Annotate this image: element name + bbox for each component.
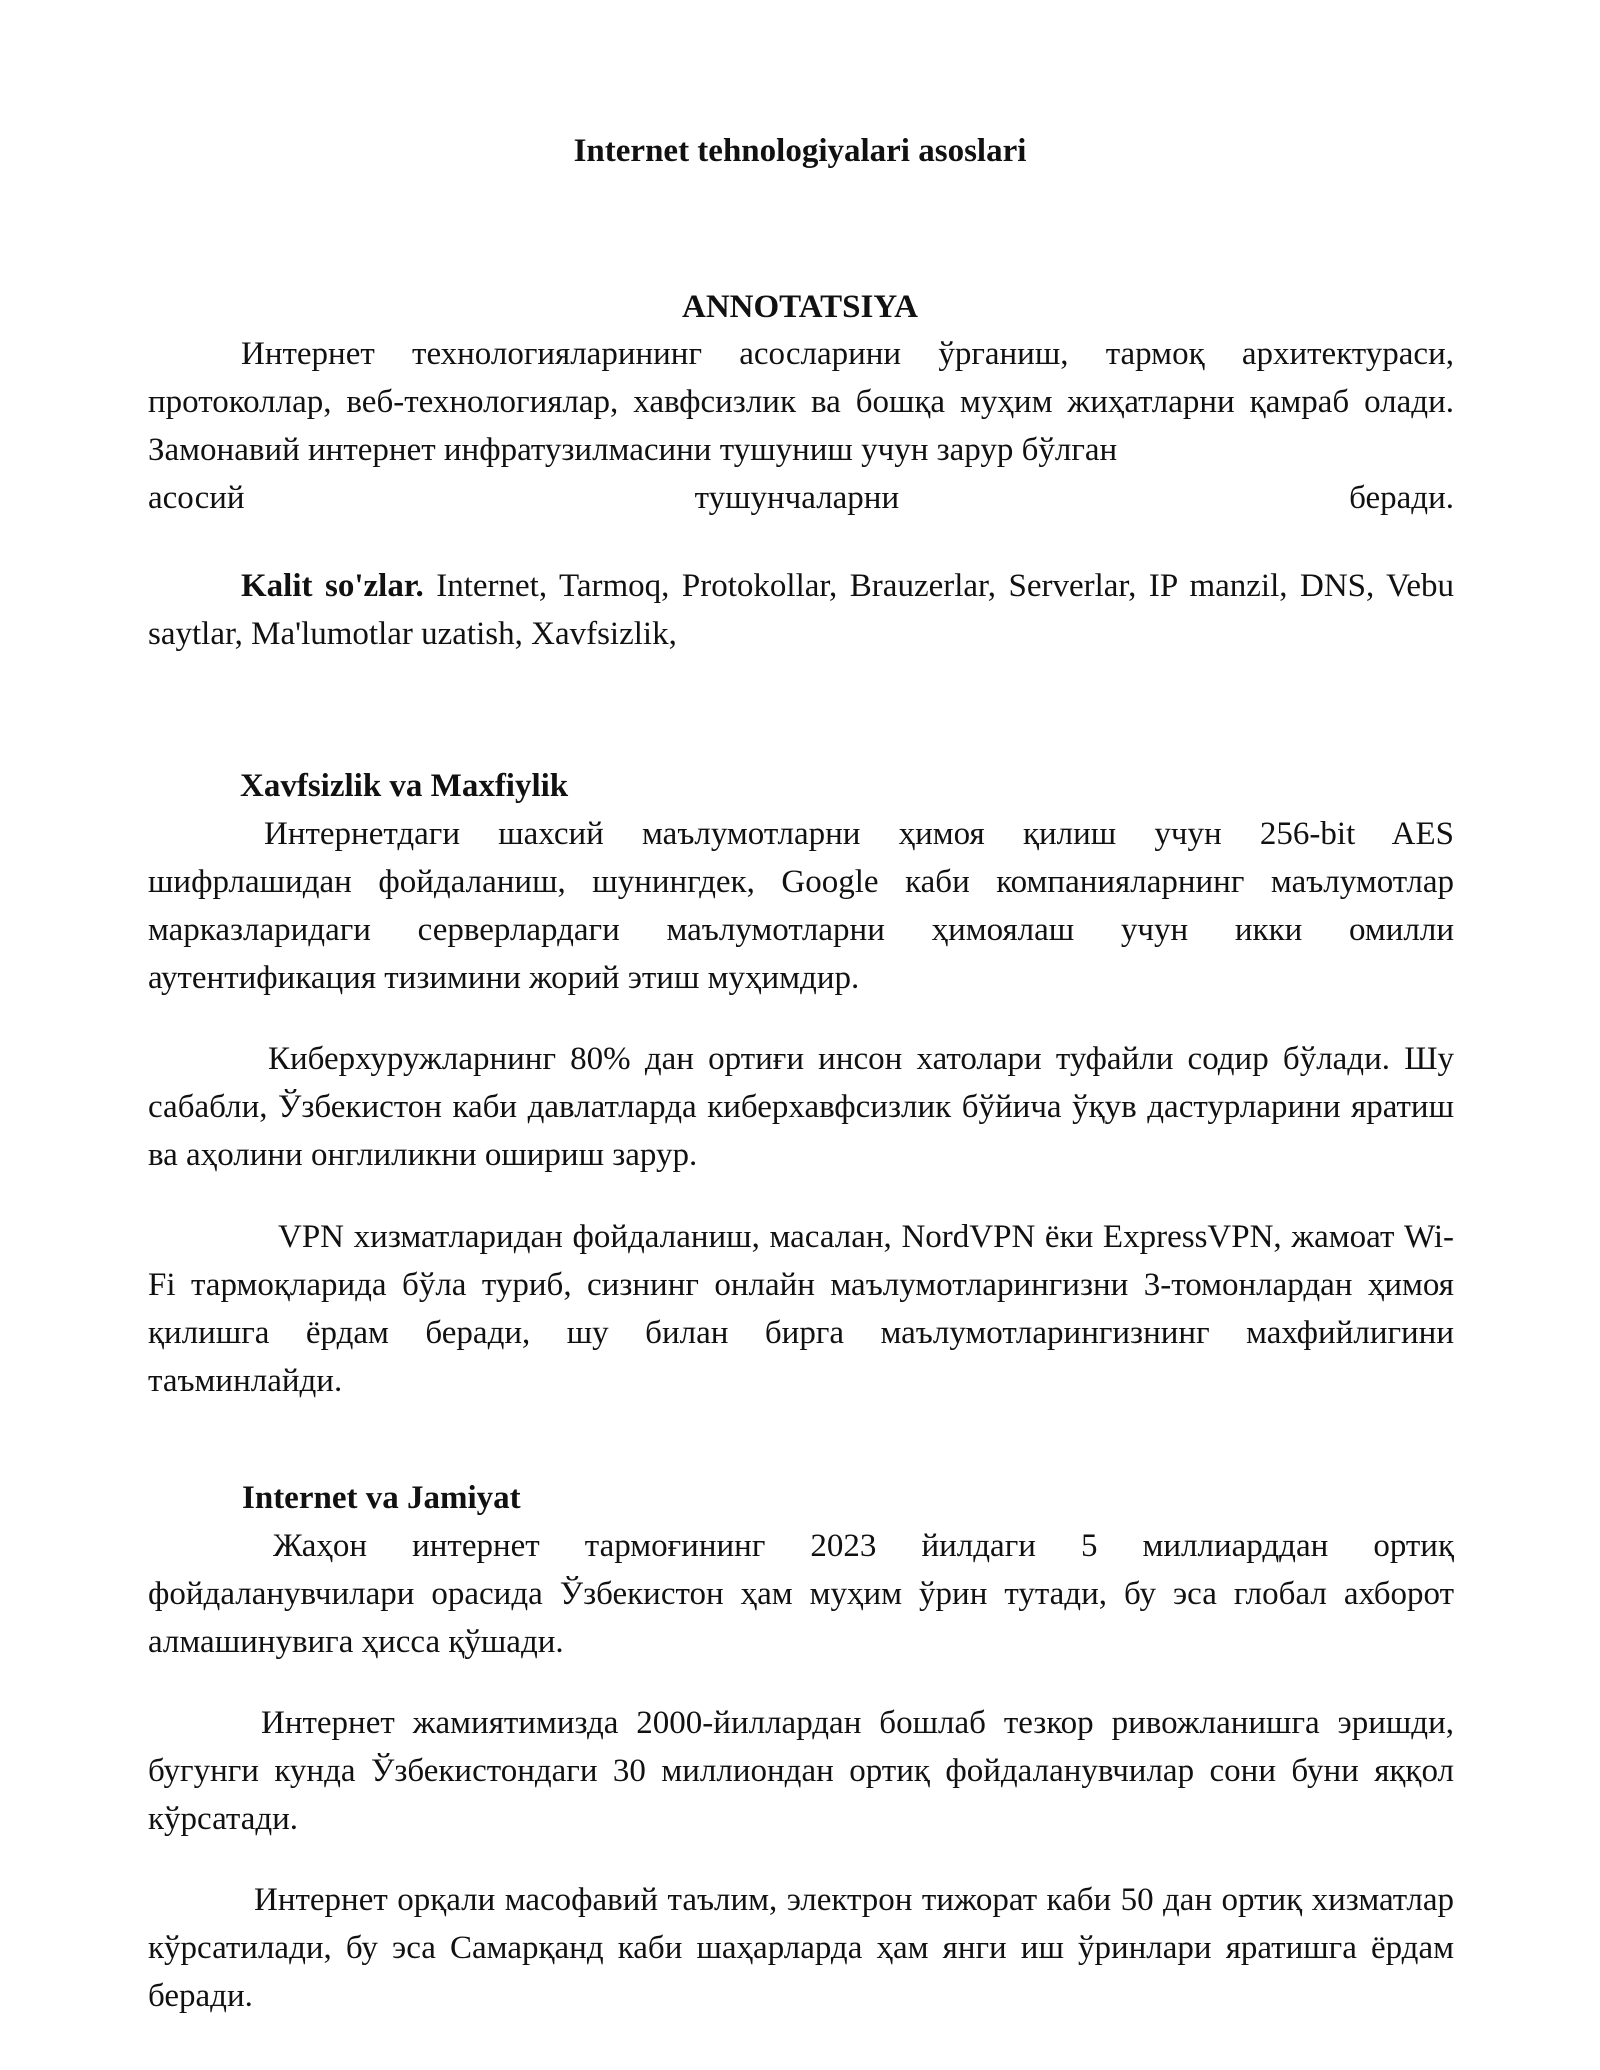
- annotation-paragraph-last-line: асосий тушунчаларни беради.: [148, 480, 1454, 516]
- society-paragraph-1: Жаҳон интернет тармоғининг 2023 йилдаги 5 миллиарддан ортиқ фойдаланувчилари орасида Ўзбекистон ҳам муҳим ўрин тутади, бу эса глобал ахборот алмашинувига ҳисса қўшади.: [148, 1528, 1454, 1660]
- society-paragraph-3: Интернет орқали масофавий таълим, электрон тижорат каби 50 дан ортиқ хизматлар кўрсатилади, бу эса Самарқанд каби шаҳарларда ҳам янги иш ўринлари яратишга ёрдам беради.: [148, 1882, 1454, 2014]
- keywords-text: Internet, Tarmoq, Protokollar, Brauzerlar, Serverlar, IP manzil, DNS, Vebu saytlar, Ma'lumotlar uzatish, Xavfsizlik,: [148, 568, 1454, 652]
- security-paragraph-2: Киберхуружларнинг 80% дан ортиғи инсон хатолари туфайли содир бўлади. Шу сабабли, Ўзбекистон каби давлатларда киберхавфсизлик бўйича ўқув дастурларини яратиш ва аҳолини онглиликни ошириш зарур.: [148, 1041, 1454, 1173]
- section-heading-security: Xavfsizlik va Maxfiylik: [240, 768, 569, 804]
- annotation-heading: ANNOTATSIYA: [682, 289, 918, 325]
- section-heading-society: Internet va Jamiyat: [242, 1480, 521, 1516]
- society-paragraph-2: Интернет жамиятимизда 2000-йиллардан бошлаб тезкор ривожланишга эришди, бугунги кунда Ўзбекистондаги 30 миллиондан ортиқ фойдаланувчилар сони буни яққол кўрсатади.: [148, 1705, 1454, 1837]
- keywords-label: Kalit so'zlar.: [241, 568, 424, 604]
- annotation-paragraph: Интернет технологияларининг асосларини ўрганиш, тармоқ архитектураси, протоколлар, веб-технологиялар, хавфсизлик ва бошқа муҳим жиҳатларни қамраб олади. Замонавий интернет инфратузилмасини тушуниш учун зарур бўлган: [148, 336, 1454, 468]
- security-paragraph-3: VPN хизматларидан фойдаланиш, масалан, NordVPN ёки ExpressVPN, жамоат Wi-Fi тармоқларида бўла туриб, сизнинг онлайн маълумотларингизни 3-томонлардан ҳимоя қилишга ёрдам беради, шу билан бирга маълумотларингизнинг махфийлигини таъминлайди.: [148, 1219, 1454, 1399]
- document-title: Internet tehnologiyalari asoslari: [573, 133, 1027, 169]
- security-paragraph-1: Интернетдаги шахсий маълумотларни ҳимоя қилиш учун 256-bit AES шифрлашидан фойдаланиш, шунингдек, Google каби компанияларнинг маълумотлар марказларидаги серверлардаги маълумотларни ҳимоялаш учун икки омилли аутентификация тизимини жорий этиш муҳимдир.: [148, 816, 1454, 996]
- keywords-paragraph: [148, 562, 1454, 658]
